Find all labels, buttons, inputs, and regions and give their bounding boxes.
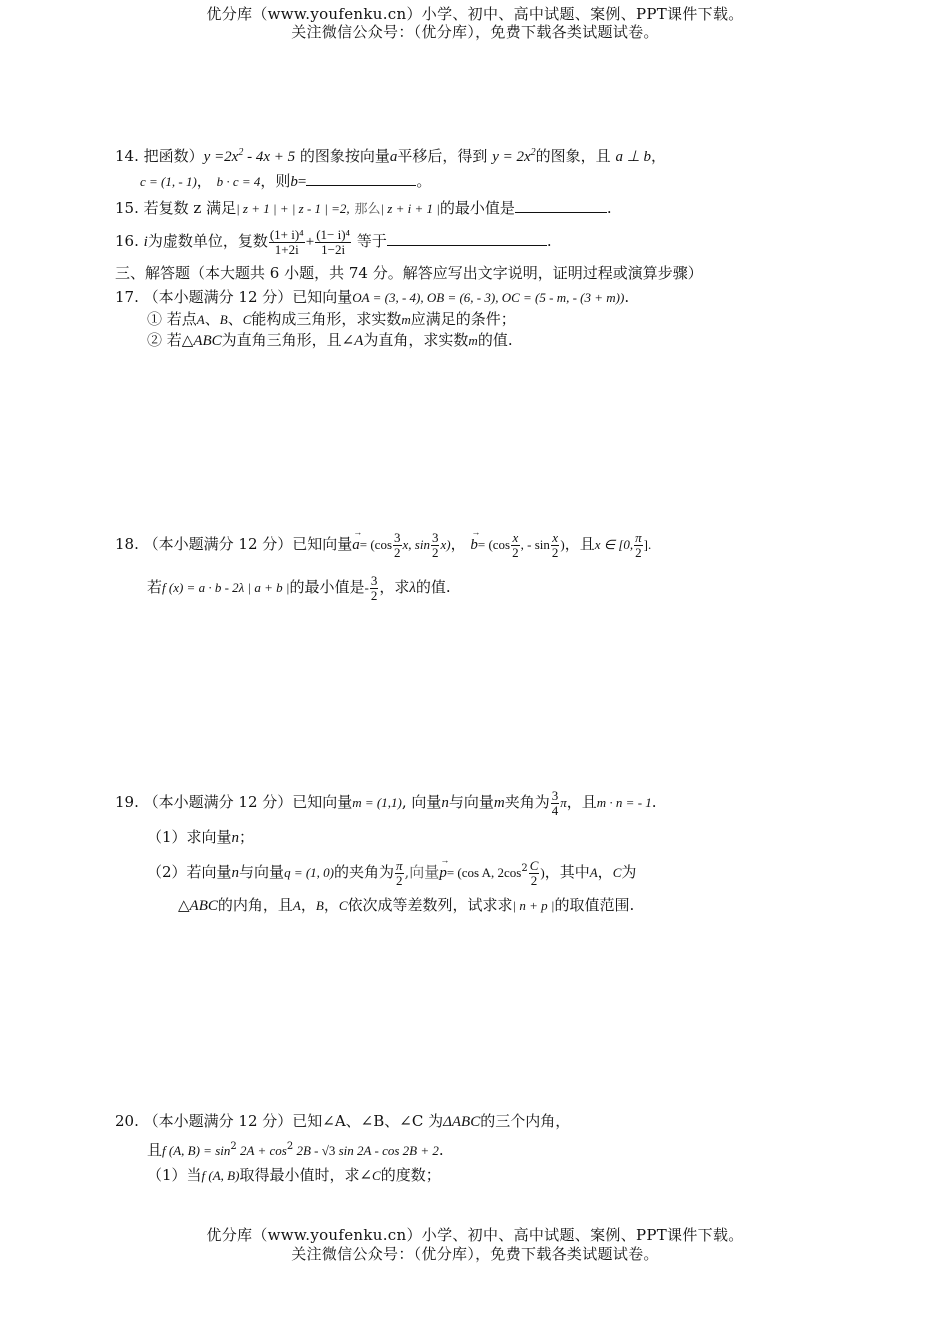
q16-end: . <box>546 232 552 250</box>
footer-line-1: 优分库（www.youfenku.cn）小学、初中、高中试题、案例、PPT课件下载。 <box>206 1226 744 1244</box>
question-20-line-2: 且f (A, $B) = \sin^2 2A + \cos^2 2B - √3$ sin 2A - cos 2B + 2. <box>147 1141 444 1159</box>
q17-text: （本小题满分 12 分）已知向量 <box>143 288 353 306</box>
question-18-line-2: 若f (x) = a · b - 2λ | a + b |的最小值是- $\frac{3}{2}$ ，求λ的值. <box>147 572 451 603</box>
question-15 <box>115 197 612 221</box>
q14-vector-b: b <box>290 174 298 190</box>
q15-text: 那么 <box>354 202 381 217</box>
q15-text: 若复数 z 满足 <box>143 199 237 217</box>
question-19-part-1: （1）求向量n； <box>147 828 255 846</box>
question-14-line-2 <box>140 170 431 193</box>
q15-text: 的最小值是 <box>439 199 515 217</box>
q14-number: 14. <box>115 147 139 165</box>
q15-number: 15. <box>115 199 139 217</box>
header-line-1: 优分库（www.youfenku.cn）小学、初中、高中试题、案例、PPT课件下载。 <box>206 5 744 23</box>
footer-line-2: 关注微信公众号：（优分库），免费下载各类试题试卷。 <box>291 1245 659 1263</box>
q14-function-2: $y = 2x^2$ <box>492 147 536 165</box>
q14-answer-blank[interactable] <box>306 171 416 186</box>
q19-vector-p: → p <box>439 854 447 892</box>
q15-answer-blank[interactable] <box>515 198 607 213</box>
q14-text: 平移后，得到 <box>397 147 488 165</box>
q17-end: . <box>624 288 630 306</box>
q14-text: ， <box>651 147 667 165</box>
q15-end: . <box>606 199 612 217</box>
q14-eq: = <box>297 174 307 190</box>
q16-answer-blank[interactable] <box>387 231 547 246</box>
q16-fraction-1: $\frac{\text{(1+ i)⁴}}{1+2i}$ <box>269 226 304 257</box>
q16-i: i <box>143 234 148 250</box>
question-20-part-1: （1）当f (A, B)取得最小值时，求∠C的度数； <box>147 1166 441 1184</box>
question-20: 20. （本小题满分 12 分）已知∠A、∠B、∠C 为ΔABC的三个内角， <box>115 1112 571 1130</box>
q14-text: 把函数） <box>143 147 204 165</box>
q14-text: 的图象，且 <box>535 147 611 165</box>
q14-text: 的图象按向量 <box>299 147 390 165</box>
q14-end: 。 <box>416 172 432 190</box>
question-18: 18. （本小题满分 12 分）已知向量→ a= (cos $\frac{3}{2}$ x, sin $\frac{3}{2}$ x)， → b= (cos $\frac{x}{2}$ , - sin $\frac{x}{2}$ )，且x ∈ [0, $\frac{\pi}{2}$ ]. <box>115 525 651 564</box>
q20-number: 20. <box>115 1112 139 1130</box>
question-16 <box>115 223 552 260</box>
question-17 <box>115 286 629 309</box>
q19-number: 19. <box>115 793 139 811</box>
question-17-part-2: ② 若△ABC为直角三角形，且∠A为直角，求实数m的值. <box>147 331 513 349</box>
q16-number: 16. <box>115 232 139 250</box>
q17-number: 17. <box>115 288 139 306</box>
q14-vector-a: a <box>389 149 398 165</box>
question-14 <box>115 142 666 168</box>
q16-text: 等于 <box>356 232 387 250</box>
q18-number: 18. <box>115 535 139 553</box>
question-19: 19. （本小题满分 12 分）已知向量m = (1,1), 向量n与向量m夹角为 $\frac{3}{4}$ π，且m · n = - 1. <box>115 787 657 818</box>
q16-text: 为虚数单位，复数 <box>147 232 268 250</box>
q16-plus: + <box>305 234 315 250</box>
q17-vectors: OA = (3, - 4), OB = (6, - 3), OC = (5 - m, - (3 + m)) <box>352 290 625 305</box>
q14-function: $y =2x^2 - 4x + 5$ <box>203 147 296 165</box>
question-19-part-2: （2）若向量n与向量q = (1, 0)的夹角为 $\frac{\pi}{2}$ ,向量→ p= (cos A, $2\cos^2$ $\frac{C}{2}$ )，其中A，C为 <box>147 850 636 892</box>
q15-expr: | z + i + 1 | <box>380 201 440 216</box>
q14-text: ，则 <box>260 172 291 190</box>
q14-vector-c: c = (1, - 1) <box>140 174 197 189</box>
section-3-heading: 三、解答题（本大题共 6 小题，共 74 分。解答应写出文字说明，证明过程或演算步骤） <box>115 264 703 282</box>
question-17-part-1: ① 若点A、B、C能构成三角形，求实数m应满足的条件； <box>147 310 516 328</box>
q14-sep: ， <box>196 172 212 190</box>
q14-dot: b · c = 4 <box>216 174 261 189</box>
header-line-2: 关注微信公众号：（优分库），免费下载各类试题试卷。 <box>291 23 659 41</box>
q18-vector-a: → a <box>352 526 360 564</box>
q18-vector-b: → b <box>470 526 478 564</box>
q16-fraction-2: $\frac{\text{(1− i)⁴}}{1-2i}$ <box>316 226 351 257</box>
question-19-part-2-line-2: △ABC的内角，且A，B，C依次成等差数列，试求求| n + p |的取值范围. <box>178 896 635 914</box>
q14-perp: a ⊥ b <box>615 149 652 165</box>
q15-condition: | z + 1 | + | z - 1 | =2, <box>236 201 350 216</box>
